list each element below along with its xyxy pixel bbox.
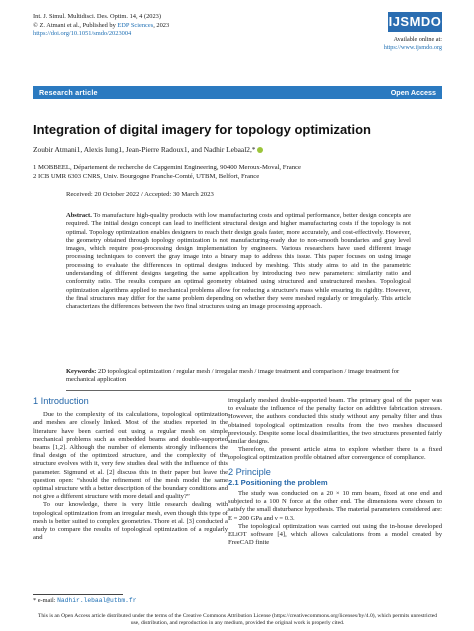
citation-line-2: © Z. Atmani et al., Published by EDP Sciences, 2023	[33, 21, 170, 29]
affiliations	[33, 163, 301, 181]
abstract-divider	[66, 390, 411, 391]
open-access-label: Open Access	[390, 88, 436, 97]
publisher-link[interactable]: EDP Sciences	[117, 21, 154, 29]
citation-line-1: Int. J. Simul. Multidisci. Des. Optim. 14, 4 (2023)	[33, 13, 161, 20]
abstract-label: Abstract.	[66, 212, 92, 219]
right-column	[228, 397, 442, 547]
journal-url-link[interactable]: https://www.ijsmdo.org	[383, 44, 442, 51]
license-notice: This is an Open Access article distributed under the terms of the Creative Commons Attribution License (https://creativecommons.org/licenses/by/4.0), which permits unrestricted use, distribution, and reproduction in any medium, provided the original work is properly cited.	[37, 613, 438, 627]
paper-title: Integration of digital imagery for topology optimization	[33, 122, 371, 137]
positioning-heading: 2.1 Positioning the problem	[228, 477, 328, 487]
article-banner	[33, 86, 442, 99]
introduction-heading: 1 Introduction	[33, 396, 89, 406]
corresponding-email	[33, 597, 137, 604]
right-paragraph-4: The topological optimization was carried out using the in-house developed ELiOT software [4], which allows calculations from a model created by FreeCAD finite	[228, 522, 442, 547]
keywords	[66, 368, 411, 385]
available-online	[360, 36, 442, 52]
right-paragraph-1: irregularly meshed double-supported beam. The primary goal of the paper was to evaluate the influence of the penalty factor on additive fabrication stresses. However, the authors conducted this study without any penalty filter and thus obtained topological optimization results from the two meshes discussed previously. Despite some local dissimilarities, the two structures presented fairly similar designs.	[228, 397, 442, 446]
available-label: Available online at:	[393, 36, 442, 43]
abstract-text: To manufacture high-quality products with low manufacturing costs and optimal performance, better design concepts are required. The initial design concept can lead to inefficient structural design and higher manufacturing costs if the topology is not optimal. Topology optimization enables designers to reach their design goals faster, more accurately, and cost-effectively. However, the geometry obtained through topology optimization is not manufacturing-ready due to non-smooth boundaries and gray level images, which require post-processing design implementation by engineers. Various researchers have used different image processing techniques to convert the gray image into a binary map to address this issue. This paper focuses on using image processing to evaluate the differences in optimal designs induced by meshing. This study aims to aid in the parametric understanding of different designs targeting the same application by introducing two new parameters: similarity ratio and conformity ratio. The results compare an optimal geometry obtained using structured and unstructured meshes. Topological optimization algorithms applied to mechanical problems allow for reducing a structure's mass while ensuring its rigidity. However, the final structures may differ for the same problem depending on whether they were meshed regularly or irregularly. This article characterizes the differences between the two final structures using an image processing approach.	[66, 212, 411, 311]
article-type: Research article	[39, 88, 98, 97]
author-list	[33, 145, 263, 154]
intro-paragraph-1: Due to the complexity of its calculations, topological optimization and meshes are closely linked. Most of the studies reported in the literature have been carried out using a regular mesh on simple mechanical problems such as embedded beams and double-supported beams [1,2]. Although the number of elements strongly influences the final design of the optimized structure, and the complexity of the structure evolves with it, very few studies deal with the influence of this parameter. Sigmund et al. [2] discuss this in their paper but leave the question open: “should the refinement of the mesh model the same optimal structure with a better description of the boundary conditions and not give a different structure with more detail and quality?”	[33, 411, 228, 501]
keywords-label: Keywords:	[66, 368, 97, 375]
intro-paragraph-2: To our knowledge, there is very little research dealing with topological optimization from an irregular mesh, even though this type of mesh is better suited to complex geometries. Thore et al. [3] conducted a study to compare the results of topological optimization of a regularly and	[33, 501, 228, 542]
orcid-icon[interactable]	[257, 147, 263, 153]
affiliation-1: 1 MOBBEEL, Département de recherche de Capgemini Engineering, 90400 Meroux-Moval, France	[33, 164, 301, 171]
footnote-divider	[33, 594, 123, 595]
authors-text: Zoubir Atmani1, Alexis Iung1, Jean-Pierre Radoux1, and Nadhir Lebaal2,*	[33, 145, 256, 154]
abstract	[66, 212, 411, 312]
right-paragraph-3: The study was conducted on a 20 × 10 mm beam, fixed at one end and subjected to a 100 N force at the other end. The dimensions were chosen to satisfy the small disturbance hypothesis. The material parameters considered are: E = 200 GPa and ν = 0.3.	[228, 490, 442, 522]
journal-citation	[33, 13, 293, 39]
email-label: * e-mail:	[33, 597, 58, 604]
journal-logo: IJSMDO	[388, 12, 442, 32]
doi-link[interactable]: https://doi.org/10.1051/smdo/2023004	[33, 30, 132, 38]
left-column	[33, 397, 228, 542]
keywords-text: 2D topological optimization / regular mesh / irregular mesh / image treatment and comparison / image treatment for mechanical application	[66, 368, 400, 384]
right-paragraph-2: Therefore, the present article aims to explore whether there is a fixed topological optimization profile obtained after convergence of compliance.	[228, 446, 442, 462]
received-dates: Received: 20 October 2022 / Accepted: 30 March 2023	[66, 191, 214, 198]
affiliation-2: 2 ICB UMR 6303 CNRS, Univ. Bourgogne Franche-Comté, UTBM, Belfort, France	[33, 173, 260, 180]
email-address-link[interactable]: Nadhir.lebaal@utbm.fr	[57, 597, 137, 604]
principle-heading: 2 Principle	[228, 466, 271, 477]
